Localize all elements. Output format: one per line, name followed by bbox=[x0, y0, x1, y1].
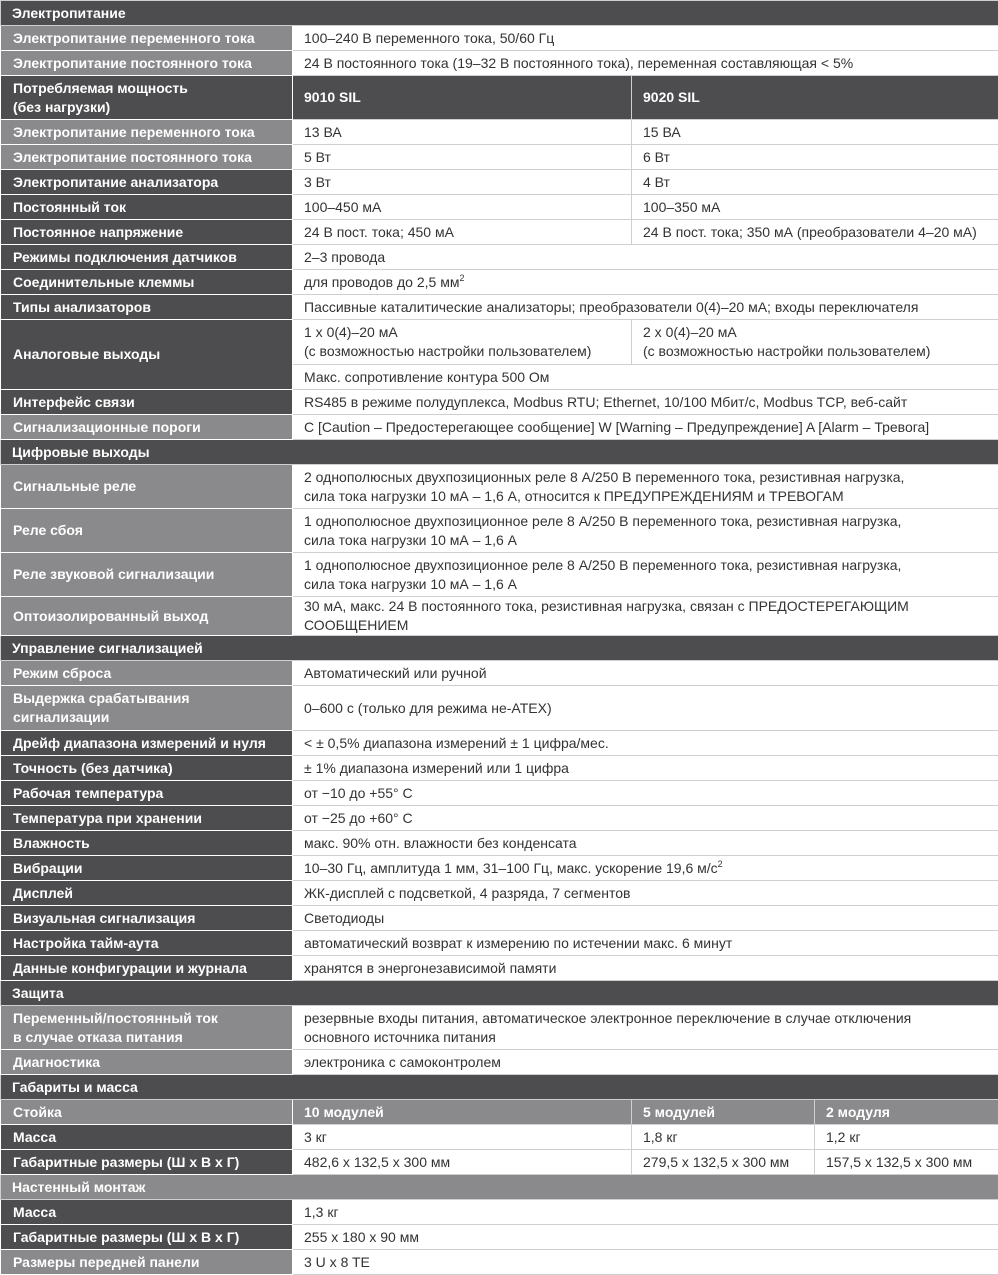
cell-text: 5 Вт bbox=[304, 149, 331, 165]
spec-row-42 bbox=[1, 1200, 998, 1225]
value-cell bbox=[293, 1006, 998, 1050]
row-label: Электропитание постоянного тока bbox=[1, 51, 293, 76]
cell-text: 2 модуля bbox=[826, 1104, 890, 1120]
value-cell bbox=[293, 365, 998, 390]
value-cell bbox=[293, 220, 632, 245]
cell-text: 5 модулей bbox=[643, 1104, 715, 1120]
spec-row-7 bbox=[1, 195, 998, 220]
value-cell bbox=[293, 686, 998, 731]
row-label: Интерфейс связи bbox=[1, 390, 293, 415]
spec-row-1 bbox=[1, 26, 998, 51]
column-header bbox=[632, 1100, 815, 1125]
value-cell bbox=[293, 270, 998, 295]
cell-text: 30 мА, макс. 24 В постоянного тока, резистивная нагрузка, связан с ПРЕДОСТЕРЕГАЮЩИМ СООБЩЕНИЕМ bbox=[304, 598, 909, 633]
cell-text: 100–240 В переменного тока, 50/60 Гц bbox=[304, 30, 554, 46]
value-cell bbox=[293, 831, 998, 856]
cell-text: ЖК-дисплей с подсветкой, 4 разряда, 7 сегментов bbox=[304, 885, 630, 901]
row-label: Дисплей bbox=[1, 881, 293, 906]
value-cell bbox=[293, 145, 632, 170]
spec-row-17 bbox=[1, 465, 998, 509]
cell-text: 3 Вт bbox=[304, 174, 331, 190]
row-label: Электропитание переменного тока bbox=[1, 26, 293, 51]
section-row-37 bbox=[1, 1075, 998, 1100]
spec-row-15 bbox=[1, 415, 998, 440]
cell-text: 24 В пост. тока; 350 мА (преобразователи 4–20 мА) bbox=[643, 224, 977, 240]
cell-text: 100–450 мА bbox=[304, 199, 381, 215]
section-row-34 bbox=[1, 981, 998, 1006]
value-cell bbox=[293, 731, 998, 756]
spec-row-29 bbox=[1, 856, 998, 881]
cell-text: Макс. сопротивление контура 500 Ом bbox=[304, 369, 549, 385]
row-label: Электропитание постоянного тока bbox=[1, 145, 293, 170]
value-cell bbox=[293, 170, 632, 195]
spec-row-39 bbox=[1, 1125, 998, 1150]
spec-row-23 bbox=[1, 686, 998, 731]
value-cell bbox=[293, 1250, 998, 1275]
value-cell bbox=[293, 1150, 632, 1175]
value-cell bbox=[815, 1150, 998, 1175]
row-label: Типы анализаторов bbox=[1, 295, 293, 320]
spec-row-28 bbox=[1, 831, 998, 856]
cell-text: для проводов до 2,5 мм bbox=[304, 274, 459, 290]
value-cell bbox=[293, 906, 998, 931]
cell-text: 2 x 0(4)–20 мА (с возможностью настройки пользователем) bbox=[643, 324, 930, 359]
row-label: Дрейф диапазона измерений и нуля bbox=[1, 731, 293, 756]
row-label: Электропитание анализатора bbox=[1, 170, 293, 195]
spec-row-38 bbox=[1, 1100, 998, 1125]
specifications-table-body bbox=[1, 1, 998, 1275]
section-heading: Защита bbox=[1, 981, 998, 1006]
cell-text: автоматический возврат к измерению по истечении макс. 6 минут bbox=[304, 935, 732, 951]
spec-row-40 bbox=[1, 1150, 998, 1175]
cell-text: 1,3 кг bbox=[304, 1204, 339, 1220]
row-label: Потребляемая мощность (без нагрузки) bbox=[1, 76, 293, 120]
row-label: Точность (без датчика) bbox=[1, 756, 293, 781]
cell-text: 24 В пост. тока; 450 мА bbox=[304, 224, 454, 240]
spec-row-18 bbox=[1, 509, 998, 553]
section-row-0 bbox=[1, 1, 998, 26]
section-row-21 bbox=[1, 636, 998, 661]
cell-text: 15 ВА bbox=[643, 124, 681, 140]
cell-text: 2 однополюсных двухпозиционных реле 8 А/250 В переменного тока, резистивная нагрузка, сила тока нагрузки 10 мА – 1,6 А, относится к ПРЕДУПРЕЖДЕНИЯМ и ТРЕВОГАМ bbox=[304, 469, 904, 504]
row-label: Размеры передней панели bbox=[1, 1250, 293, 1275]
row-label: Выдержка срабатывания сигнализации bbox=[1, 686, 293, 731]
row-label: Габаритные размеры (Ш x В x Г) bbox=[1, 1225, 293, 1250]
spec-row-44 bbox=[1, 1250, 998, 1275]
value-cell bbox=[293, 390, 998, 415]
cell-text: 279,5 x 132,5 x 300 мм bbox=[643, 1154, 789, 1170]
cell-text: 9020 SIL bbox=[643, 89, 700, 105]
row-label: Соединительные клеммы bbox=[1, 270, 293, 295]
section-heading: Цифровые выходы bbox=[1, 440, 998, 465]
spec-row-14 bbox=[1, 390, 998, 415]
value-cell bbox=[293, 661, 998, 686]
value-cell bbox=[293, 553, 998, 597]
cell-text: ± 1% диапазона измерений или 1 цифра bbox=[304, 760, 569, 776]
cell-text: Светодиоды bbox=[304, 910, 384, 926]
value-cell bbox=[293, 756, 998, 781]
row-label: Постоянное напряжение bbox=[1, 220, 293, 245]
cell-text: 255 x 180 x 90 мм bbox=[304, 1229, 419, 1245]
cell-text: 3 U x 8 TE bbox=[304, 1254, 370, 1270]
value-cell bbox=[293, 1125, 632, 1150]
spec-row-8 bbox=[1, 220, 998, 245]
row-label: Температура при хранении bbox=[1, 806, 293, 831]
cell-text: резервные входы питания, автоматическое электронное переключение в случае отключения основного источника питания bbox=[304, 1010, 911, 1045]
spec-row-32 bbox=[1, 931, 998, 956]
cell-text: 1,8 кг bbox=[643, 1129, 678, 1145]
cell-text: 1,2 кг bbox=[826, 1129, 861, 1145]
cell-text: 157,5 x 132,5 x 300 мм bbox=[826, 1154, 972, 1170]
row-label: Стойка bbox=[1, 1100, 293, 1125]
cell-text: от −10 до +55° C bbox=[304, 785, 413, 801]
row-label: Габаритные размеры (Ш x В x Г) bbox=[1, 1150, 293, 1175]
value-cell bbox=[293, 1225, 998, 1250]
value-cell bbox=[632, 145, 998, 170]
spec-row-12 bbox=[1, 320, 998, 365]
cell-text: 4 Вт bbox=[643, 174, 670, 190]
value-cell bbox=[632, 320, 998, 365]
column-header bbox=[293, 1100, 632, 1125]
cell-text: 1 x 0(4)–20 мА (с возможностью настройки пользователем) bbox=[304, 324, 591, 359]
value-cell bbox=[632, 1125, 815, 1150]
value-cell bbox=[632, 120, 998, 145]
spec-row-9 bbox=[1, 245, 998, 270]
cell-text: от −25 до +60° C bbox=[304, 810, 413, 826]
spec-row-19 bbox=[1, 553, 998, 597]
column-header bbox=[632, 76, 998, 120]
value-cell bbox=[293, 295, 998, 320]
value-cell bbox=[293, 509, 998, 553]
row-label: Диагностика bbox=[1, 1050, 293, 1075]
spec-row-22 bbox=[1, 661, 998, 686]
spec-row-20 bbox=[1, 597, 998, 636]
spec-row-4 bbox=[1, 120, 998, 145]
value-cell bbox=[815, 1125, 998, 1150]
value-cell bbox=[632, 1150, 815, 1175]
cell-text: 0–600 с (только для режима не-ATEX) bbox=[304, 700, 552, 716]
row-label: Масса bbox=[1, 1200, 293, 1225]
cell-text: 13 ВА bbox=[304, 124, 342, 140]
cell-text: 2–3 провода bbox=[304, 249, 385, 265]
row-label: Влажность bbox=[1, 831, 293, 856]
cell-text: Пассивные каталитические анализаторы; преобразователи 0(4)–20 мА; входы переключателя bbox=[304, 299, 918, 315]
cell-text: электроника с самоконтролем bbox=[304, 1054, 501, 1070]
section-heading: Настенный монтаж bbox=[1, 1175, 998, 1200]
row-label: Вибрации bbox=[1, 856, 293, 881]
value-cell bbox=[293, 195, 632, 220]
value-cell bbox=[293, 415, 998, 440]
cell-text: 10 модулей bbox=[304, 1104, 384, 1120]
cell-text: 482,6 x 132,5 x 300 мм bbox=[304, 1154, 450, 1170]
section-row-41 bbox=[1, 1175, 998, 1200]
row-label: Настройка тайм-аута bbox=[1, 931, 293, 956]
cell-text: < ± 0,5% диапазона измерений ± 1 цифра/мес. bbox=[304, 735, 609, 751]
spec-row-27 bbox=[1, 806, 998, 831]
row-label: Режимы подключения датчиков bbox=[1, 245, 293, 270]
value-cell bbox=[293, 120, 632, 145]
row-label: Рабочая температура bbox=[1, 781, 293, 806]
spec-row-11 bbox=[1, 295, 998, 320]
superscript: 2 bbox=[718, 859, 723, 869]
spec-row-35 bbox=[1, 1006, 998, 1050]
value-cell bbox=[293, 245, 998, 270]
cell-text: 10–30 Гц, амплитуда 1 мм, 31–100 Гц, макс. ускорение 19,6 м/с bbox=[304, 860, 718, 876]
row-label: Реле звуковой сигнализации bbox=[1, 553, 293, 597]
spec-row-3 bbox=[1, 76, 998, 120]
cell-text: Автоматический или ручной bbox=[304, 665, 487, 681]
spec-row-33 bbox=[1, 956, 998, 981]
row-label: Оптоизолированный выход bbox=[1, 597, 293, 636]
value-cell bbox=[293, 781, 998, 806]
spec-row-31 bbox=[1, 906, 998, 931]
spec-row-43 bbox=[1, 1225, 998, 1250]
row-label: Режим сброса bbox=[1, 661, 293, 686]
value-cell bbox=[293, 465, 998, 509]
column-header bbox=[815, 1100, 998, 1125]
value-cell bbox=[293, 597, 998, 636]
section-heading: Управление сигнализацией bbox=[1, 636, 998, 661]
cell-text: хранятся в энергонезависимой памяти bbox=[304, 960, 556, 976]
cell-text: 1 однополюсное двухпозиционное реле 8 А/250 В переменного тока, резистивная нагрузка, сила тока нагрузки 10 мА – 1,6 А bbox=[304, 513, 901, 548]
section-heading: Габариты и масса bbox=[1, 1075, 998, 1100]
column-header bbox=[293, 76, 632, 120]
value-cell bbox=[632, 195, 998, 220]
cell-text: 1 однополюсное двухпозиционное реле 8 А/250 В переменного тока, резистивная нагрузка, сила тока нагрузки 10 мА – 1,6 А bbox=[304, 557, 901, 592]
spec-row-36 bbox=[1, 1050, 998, 1075]
row-label: Переменный/постоянный ток в случае отказа питания bbox=[1, 1006, 293, 1050]
row-label: Реле сбоя bbox=[1, 509, 293, 553]
superscript: 2 bbox=[459, 273, 464, 283]
cell-text: C [Caution – Предостерегающее сообщение] W [Warning – Предупреждение] A [Alarm – Тревога] bbox=[304, 419, 929, 435]
value-cell bbox=[293, 931, 998, 956]
section-heading: Электропитание bbox=[1, 1, 998, 26]
value-cell bbox=[293, 1050, 998, 1075]
spec-row-2 bbox=[1, 51, 998, 76]
spec-row-26 bbox=[1, 781, 998, 806]
row-label: Масса bbox=[1, 1125, 293, 1150]
row-label: Электропитание переменного тока bbox=[1, 120, 293, 145]
spec-row-5 bbox=[1, 145, 998, 170]
value-cell bbox=[293, 806, 998, 831]
value-cell bbox=[293, 1200, 998, 1225]
spec-row-6 bbox=[1, 170, 998, 195]
cell-text: 6 Вт bbox=[643, 149, 670, 165]
cell-text: 3 кг bbox=[304, 1129, 327, 1145]
value-cell bbox=[293, 26, 998, 51]
row-label: Сигнализационные пороги bbox=[1, 415, 293, 440]
spec-row-10 bbox=[1, 270, 998, 295]
row-label: Постоянный ток bbox=[1, 195, 293, 220]
cell-text: 100–350 мА bbox=[643, 199, 720, 215]
row-label: Данные конфигурации и журнала bbox=[1, 956, 293, 981]
cell-text: RS485 в режиме полудуплекса, Modbus RTU; Ethernet, 10/100 Мбит/с, Modbus TCP, веб-сайт bbox=[304, 394, 907, 410]
section-row-16 bbox=[1, 440, 998, 465]
cell-text: макс. 90% отн. влажности без конденсата bbox=[304, 835, 577, 851]
value-cell bbox=[293, 881, 998, 906]
cell-text: 24 В постоянного тока (19–32 В постоянного тока), переменная составляющая < 5% bbox=[304, 55, 853, 71]
row-label: Визуальная сигнализация bbox=[1, 906, 293, 931]
row-label: Аналоговые выходы bbox=[1, 320, 293, 390]
spec-row-25 bbox=[1, 756, 998, 781]
spec-row-24 bbox=[1, 731, 998, 756]
cell-text: 9010 SIL bbox=[304, 89, 361, 105]
spec-row-30 bbox=[1, 881, 998, 906]
value-cell bbox=[632, 220, 998, 245]
value-cell bbox=[293, 956, 998, 981]
value-cell bbox=[632, 170, 998, 195]
value-cell bbox=[293, 320, 632, 365]
value-cell bbox=[293, 51, 998, 76]
row-label: Сигнальные реле bbox=[1, 465, 293, 509]
value-cell bbox=[293, 856, 998, 881]
